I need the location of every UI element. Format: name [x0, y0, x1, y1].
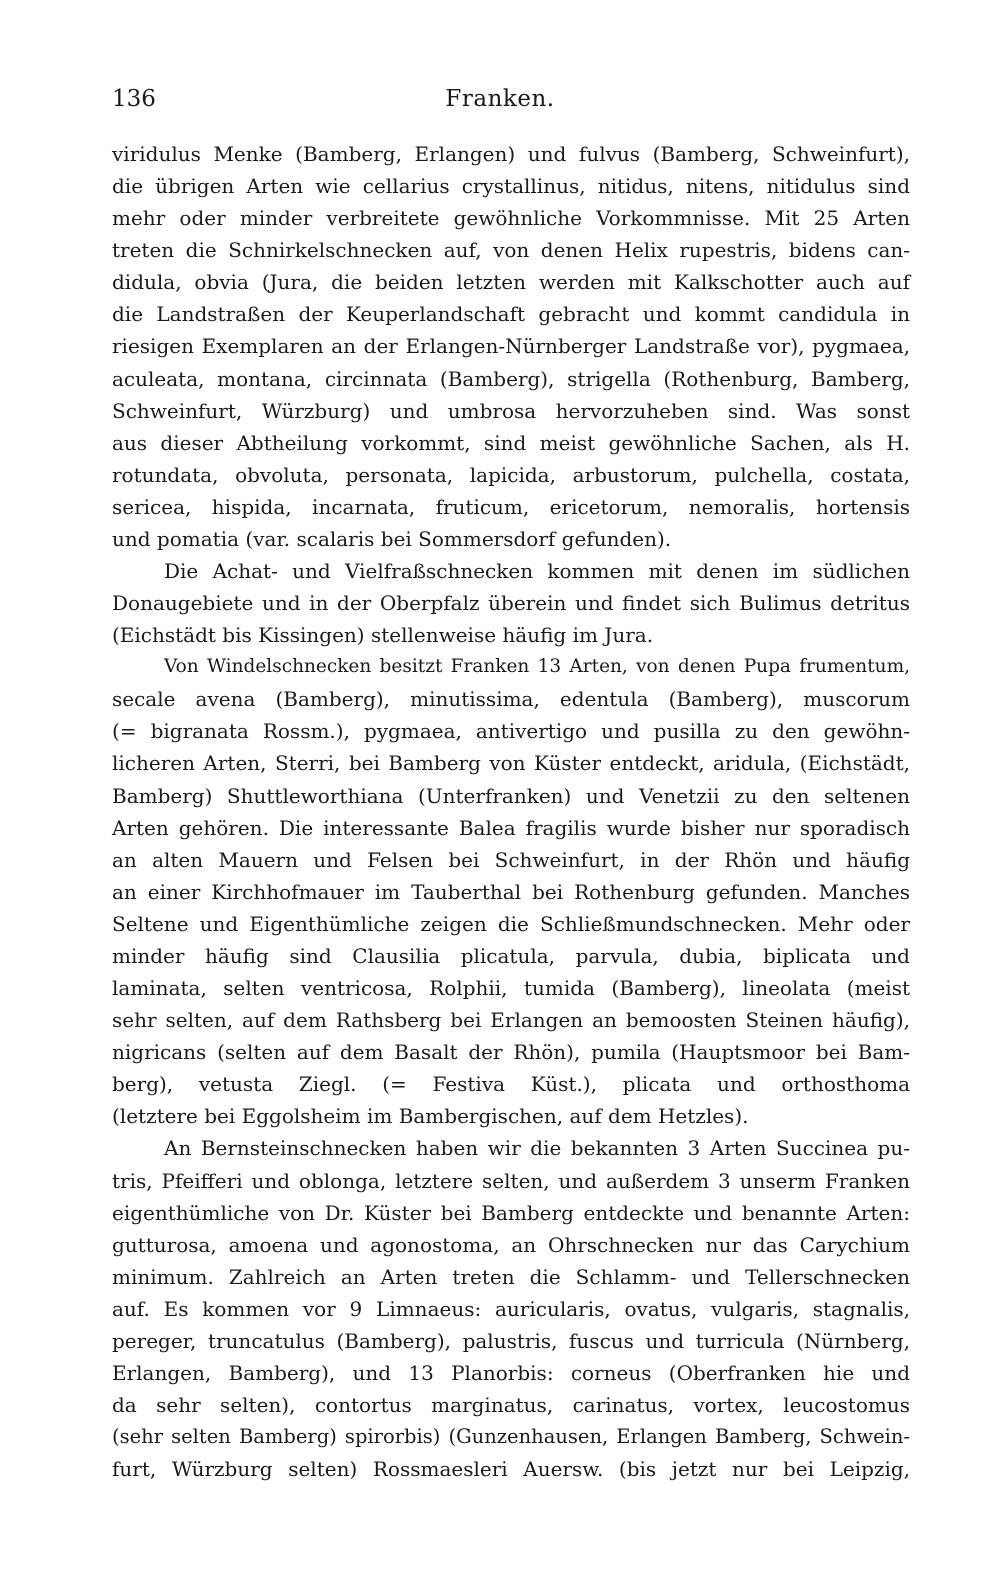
- text-line: Bamberg) Shuttleworthiana (Unterfranken) und Venetzii zu den seltenen: [112, 783, 910, 808]
- text-line: mehr oder minder verbreitete gewöhnliche Vorkommnisse. Mit 25 Arten: [112, 206, 910, 231]
- text-line: Donaugebiete und in der Oberpfalz überein und findet sich Bulimus detritus: [112, 591, 910, 616]
- text-line: die Landstraßen der Keuperlandschaft gebracht und kommt candidula in: [112, 302, 910, 327]
- text-line: laminata, selten ventricosa, Rolphii, tumida (Bamberg), lineolata (meist: [112, 976, 910, 1001]
- text-line: aus dieser Abtheilung vorkommt, sind meist gewöhnliche Sachen, als H.: [112, 430, 910, 455]
- text-line: auf. Es kommen vor 9 Limnaeus: auricularis, ovatus, vulgaris, stagnalis,: [112, 1296, 910, 1321]
- text-line: aculeata, montana, circinnata (Bamberg), strigella (Rothenburg, Bamberg,: [112, 366, 910, 391]
- text-line: nigricans (selten auf dem Basalt der Rhön), pumila (Hauptsmoor bei Bam-: [112, 1040, 910, 1065]
- text-line: eigenthümliche von Dr. Küster bei Bamberg entdeckte und benannte Arten:: [112, 1200, 910, 1225]
- text-line: rotundata, obvoluta, personata, lapicida, arbustorum, pulchella, costata,: [112, 462, 910, 487]
- text-line: didula, obvia (Jura, die beiden letzten werden mit Kalkschotter auch auf: [112, 270, 910, 295]
- text-line: An Bernsteinschnecken haben wir die bekannten 3 Arten Succinea pu-: [164, 1136, 910, 1161]
- text-line: furt, Würzburg selten) Rossmaesleri Auersw. (bis jetzt nur bei Leipzig,: [112, 1457, 910, 1482]
- text-line: treten die Schnirkelschnecken auf, von denen Helix rupestris, bidens can-: [112, 238, 910, 263]
- text-line: an alten Mauern und Felsen bei Schweinfurt, in der Rhön und häufig: [112, 847, 910, 872]
- text-line: viridulus Menke (Bamberg, Erlangen) und fulvus (Bamberg, Schweinfurt),: [112, 142, 910, 166]
- text-line: tris, Pfeifferi und oblonga, letztere selten, und außerdem 3 unserm Franken: [112, 1168, 910, 1193]
- text-line: minder häufig sind Clausilia plicatula, parvula, dubia, biplicata und: [112, 943, 910, 968]
- text-line: da sehr selten), contortus marginatus, carinatus, vortex, leucostomus: [112, 1393, 910, 1418]
- text-line: gutturosa, amoena und agonostoma, an Ohrschnecken nur das Carychium: [112, 1232, 910, 1257]
- text-line: Erlangen, Bamberg), und 13 Planorbis: corneus (Oberfranken hie und: [112, 1360, 910, 1385]
- text-line: riesigen Exemplaren an der Erlangen-Nürnberger Landstraße vor), pygmaea,: [112, 334, 910, 359]
- text-line: (Eichstädt bis Kissingen) stellenweise häufig im Jura.: [112, 623, 654, 648]
- text-line: Schweinfurt, Würzburg) und umbrosa hervorzuheben sind. Was sonst: [112, 398, 910, 423]
- running-head: Franken.: [445, 86, 555, 112]
- text-line: minimum. Zahlreich an Arten treten die Schlamm- und Tellerschnecken: [112, 1264, 910, 1289]
- text-line: (letztere bei Eggolsheim im Bambergischen, auf dem Hetzles).: [112, 1104, 749, 1129]
- text-line: (sehr selten Bamberg) spirorbis) (Gunzenhausen, Erlangen Bamberg, Schwein-: [112, 1425, 910, 1449]
- text-line: und pomatia (var. scalaris bei Sommersdorf gefunden).: [112, 526, 672, 551]
- text-line: Arten gehören. Die interessante Balea fragilis wurde bisher nur sporadisch: [112, 815, 910, 840]
- text-line: die übrigen Arten wie cellarius crystallinus, nitidus, nitens, nitidulus sind: [112, 174, 910, 199]
- text-line: Seltene und Eigenthümliche zeigen die Schließmundschnecken. Mehr oder: [112, 911, 910, 936]
- text-line: (= bigranata Rossm.), pygmaea, antivertigo und pusilla zu den gewöhn-: [112, 719, 910, 744]
- text-line: Von Windelschnecken besitzt Franken 13 Arten, von denen Pupa frumentum,: [164, 656, 910, 678]
- text-line: secale avena (Bamberg), minutissima, edentula (Bamberg), muscorum: [112, 687, 910, 712]
- page-number: 136: [112, 86, 156, 112]
- text-line: pereger, truncatulus (Bamberg), palustris, fuscus und turricula (Nürnberg,: [112, 1328, 910, 1353]
- text-line: Die Achat- und Vielfraßschnecken kommen mit denen im südlichen: [164, 559, 910, 584]
- text-line: sehr selten, auf dem Rathsberg bei Erlangen an bemoosten Steinen häufig),: [112, 1008, 910, 1033]
- text-line: sericea, hispida, incarnata, fruticum, ericetorum, nemoralis, hortensis: [112, 494, 910, 519]
- text-line: an einer Kirchhofmauer im Tauberthal bei Rothenburg gefunden. Manches: [112, 879, 910, 904]
- text-line: licheren Arten, Sterri, bei Bamberg von Küster entdeckt, aridula, (Eichstädt,: [112, 751, 910, 776]
- text-line: berg), vetusta Ziegl. (= Festiva Küst.), plicata und orthosthoma: [112, 1072, 910, 1097]
- body-text: [112, 138, 910, 1485]
